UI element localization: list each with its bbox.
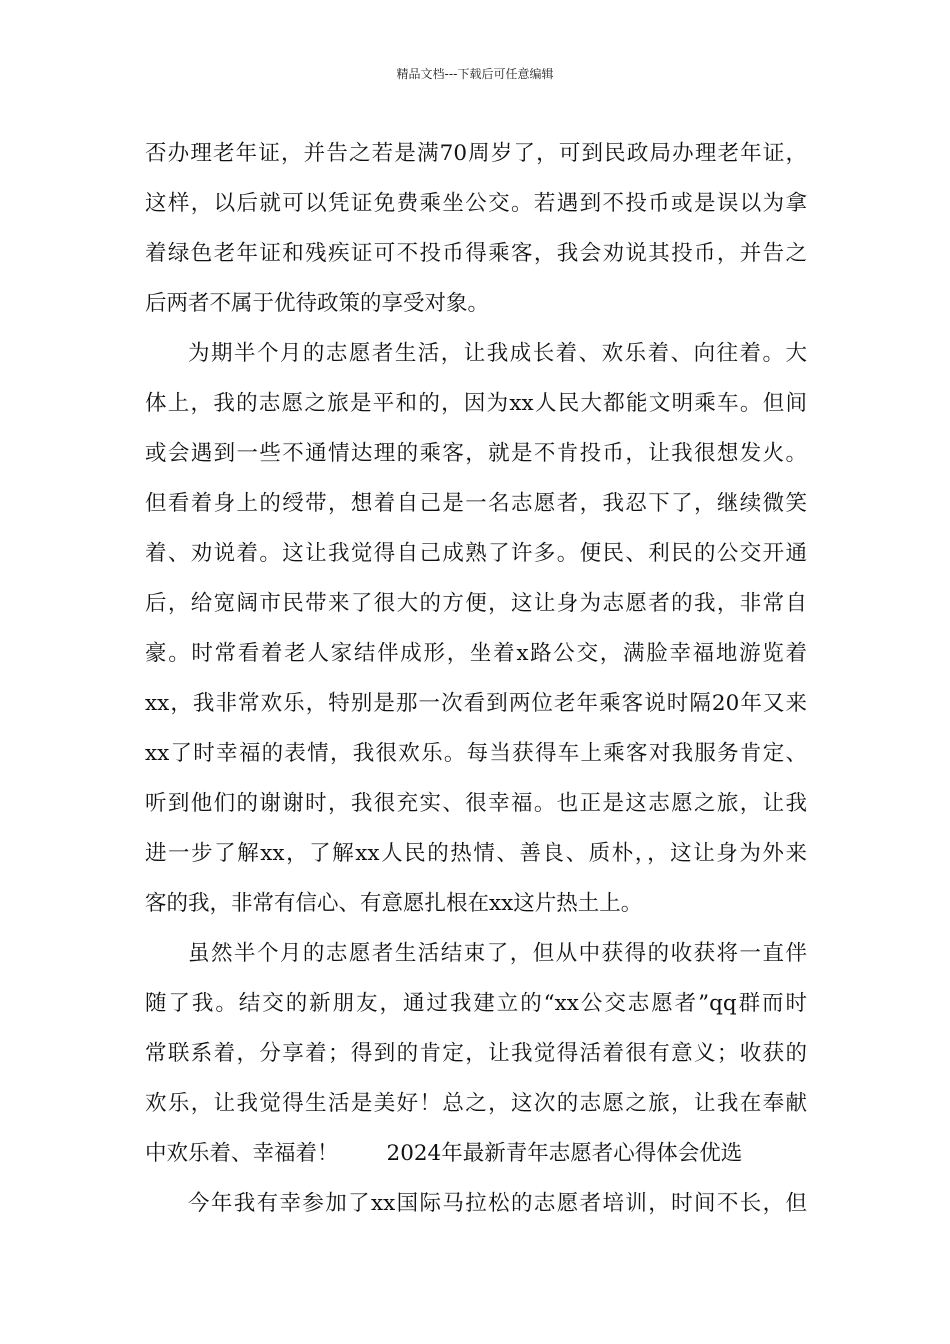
text-line: 着绿色老年证和残疾证可不投币得乘客，我会劝说其投币，并告之 (145, 241, 807, 266)
text-line: xx了时幸福的表情，我很欢乐。每当获得车上乘客对我服务肯定、 (145, 741, 807, 766)
paragraph-start-line: 虽然半个月的志愿者生活结束了，但从中获得的收获将一直伴 (188, 941, 807, 966)
text-line: 常联系着，分享着；得到的肯定，让我觉得活着很有意义；收获的 (145, 1041, 807, 1066)
page-header: 精品文档---下载后可任意编辑 (396, 67, 554, 81)
text-line: 听到他们的谢谢时，我很充实、很幸福。也正是这志愿之旅，让我 (145, 791, 807, 816)
paragraph-start-line: 今年我有幸参加了xx国际马拉松的志愿者培训，时间不长，但 (188, 1191, 807, 1216)
text-line: 后，给宽阔市民带来了很大的方便，这让身为志愿者的我，非常自 (145, 591, 807, 616)
text-line: 体上，我的志愿之旅是平和的，因为xx人民大都能文明乘车。但间 (145, 391, 807, 416)
text-line: 客的我，非常有信心、有意愿扎根在xx这片热土上。 (145, 891, 643, 916)
paragraph-start-line: 为期半个月的志愿者生活，让我成长着、欢乐着、向往着。大 (188, 341, 807, 366)
text-line: 着、劝说着。这让我觉得自己成熟了许多。便民、利民的公交开通 (145, 541, 807, 566)
text-line-end: 中欢乐着、幸福着！ (145, 1141, 339, 1166)
text-line-with-heading (145, 1129, 807, 1179)
document-body (145, 129, 807, 1229)
text-line: xx，我非常欢乐，特别是那一次看到两位老年乘客说时隔20年又来 (145, 691, 807, 716)
text-line: 后两者不属于优待政策的享受对象。 (145, 291, 490, 316)
text-line: 欢乐，让我觉得生活是美好！总之，这次的志愿之旅，让我在奉献 (145, 1091, 807, 1116)
text-line: 否办理老年证，并告之若是满70周岁了，可到民政局办理老年证， (145, 141, 807, 166)
inline-heading: 2024年最新青年志愿者心得体会优选 (386, 1141, 743, 1166)
text-line: 或会遇到一些不通情达理的乘客，就是不肯投币，让我很想发火。 (145, 441, 807, 466)
text-line: 豪。时常看着老人家结伴成形，坐着x路公交，满脸幸福地游览着 (145, 641, 807, 666)
text-line: 但看着身上的绶带，想着自己是一名志愿者，我忍下了，继续微笑 (145, 491, 807, 516)
text-line: 这样，以后就可以凭证免费乘坐公交。若遇到不投币或是误以为拿 (145, 191, 807, 216)
text-line: 进一步了解xx，了解xx人民的热情、善良、质朴，，这让身为外来 (145, 841, 807, 866)
text-line: 随了我。结交的新朋友，通过我建立的“xx公交志愿者”qq群而时 (145, 991, 807, 1016)
